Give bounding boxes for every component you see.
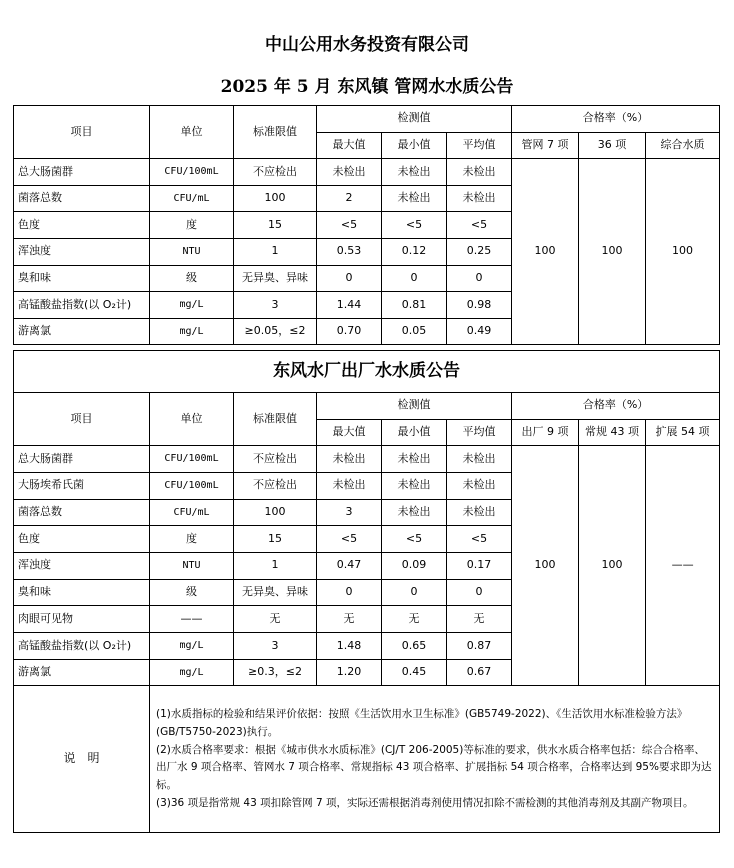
cell-item: 高锰酸盐指数(以 O₂计) bbox=[14, 633, 150, 660]
header-item: 项目 bbox=[14, 106, 150, 159]
cell-max: 无 bbox=[317, 606, 382, 633]
note-item: (2)水质合格率要求：根据《城市供水水质标准》(CJ/T 206-2005)等标准的要求，供水水质合格率包括：综合合格率、出厂水 9 项合格率、管网水 7 项合格率、常规指标 43 项合格率、扩展指标 54 项合格率，合格率达到 95%要求即为达标。 bbox=[156, 743, 712, 792]
rate-value: 100 bbox=[512, 159, 579, 345]
rate-value: 100 bbox=[646, 159, 720, 345]
note-item: (1)水质指标的检验和结果评价依据：按照《生活饮用水卫生标准》(GB5749-2022)、《生活饮用水标准检验方法》(GB/T5750-2023)执行。 bbox=[156, 707, 688, 738]
header-limit: 标准限值 bbox=[234, 393, 317, 446]
cell-unit: mg/L bbox=[150, 659, 234, 686]
cell-limit: 15 bbox=[234, 526, 317, 553]
plant-water-quality-table bbox=[13, 350, 720, 833]
cell-item: 游离氯 bbox=[14, 318, 150, 345]
cell-avg: 无 bbox=[447, 606, 512, 633]
cell-avg: 0.25 bbox=[447, 238, 512, 265]
company-name: 中山公用水务投资有限公司 bbox=[265, 35, 469, 55]
cell-limit: 无异臭、异味 bbox=[234, 265, 317, 292]
header-max: 最大值 bbox=[317, 419, 382, 446]
cell-unit: mg/L bbox=[150, 292, 234, 319]
cell-unit: 度 bbox=[150, 526, 234, 553]
cell-item: 菌落总数 bbox=[14, 185, 150, 212]
cell-max: 0.53 bbox=[317, 238, 382, 265]
cell-item: 肉眼可见物 bbox=[14, 606, 150, 633]
cell-max: 3 bbox=[317, 499, 382, 526]
cell-avg: <5 bbox=[447, 526, 512, 553]
pipe-water-quality-table bbox=[13, 105, 720, 345]
header-rate: 合格率（%） bbox=[512, 106, 720, 133]
cell-max: 0 bbox=[317, 579, 382, 606]
cell-min: <5 bbox=[382, 526, 447, 553]
header-unit: 单位 bbox=[150, 106, 234, 159]
cell-limit: 不应检出 bbox=[234, 159, 317, 186]
cell-avg: 0 bbox=[447, 579, 512, 606]
cell-unit: 级 bbox=[150, 579, 234, 606]
notes-row bbox=[14, 686, 720, 833]
cell-min: 未检出 bbox=[382, 472, 447, 499]
cell-max: 2 bbox=[317, 185, 382, 212]
cell-item: 总大肠菌群 bbox=[14, 446, 150, 473]
header-max: 最大值 bbox=[317, 132, 382, 159]
cell-limit: 3 bbox=[234, 633, 317, 660]
header-limit: 标准限值 bbox=[234, 106, 317, 159]
cell-max: 未检出 bbox=[317, 446, 382, 473]
cell-item: 色度 bbox=[14, 212, 150, 239]
header-rate-col: 综合水质 bbox=[646, 132, 720, 159]
cell-item: 臭和味 bbox=[14, 579, 150, 606]
cell-unit: —— bbox=[150, 606, 234, 633]
cell-unit: CFU/100mL bbox=[150, 472, 234, 499]
cell-min: 0 bbox=[382, 579, 447, 606]
header-rate-col: 扩展 54 项 bbox=[646, 419, 720, 446]
header-detect: 检测值 bbox=[317, 106, 512, 133]
cell-unit: 度 bbox=[150, 212, 234, 239]
cell-avg: 未检出 bbox=[447, 446, 512, 473]
header-rate-col: 36 项 bbox=[579, 132, 646, 159]
cell-max: 未检出 bbox=[317, 159, 382, 186]
cell-min: 0.45 bbox=[382, 659, 447, 686]
note-item: (3)36 项是指常规 43 项扣除管网 7 项，实际还需根据消毒剂使用情况扣除不需检测的其他消毒剂及其副产物项目。 bbox=[156, 797, 694, 810]
cell-min: 未检出 bbox=[382, 446, 447, 473]
cell-limit: ≥0.05，≤2 bbox=[234, 318, 317, 345]
cell-min: <5 bbox=[382, 212, 447, 239]
cell-min: 0 bbox=[382, 265, 447, 292]
notes-content bbox=[150, 686, 720, 833]
cell-min: 未检出 bbox=[382, 185, 447, 212]
cell-limit: 3 bbox=[234, 292, 317, 319]
header-rate-col: 出厂 9 项 bbox=[512, 419, 579, 446]
cell-min: 0.05 bbox=[382, 318, 447, 345]
cell-max: 1.20 bbox=[317, 659, 382, 686]
cell-max: 0.47 bbox=[317, 552, 382, 579]
cell-max: 未检出 bbox=[317, 472, 382, 499]
notes-label: 说 明 bbox=[14, 686, 150, 833]
plant-water-title: 东风水厂出厂水水质公告 bbox=[14, 351, 720, 393]
cell-max: <5 bbox=[317, 526, 382, 553]
cell-min: 未检出 bbox=[382, 499, 447, 526]
header-min: 最小值 bbox=[382, 419, 447, 446]
cell-limit: 不应检出 bbox=[234, 472, 317, 499]
header-avg: 平均值 bbox=[447, 132, 512, 159]
cell-unit: CFU/mL bbox=[150, 499, 234, 526]
cell-limit: 无 bbox=[234, 606, 317, 633]
cell-limit: 不应检出 bbox=[234, 446, 317, 473]
cell-item: 大肠埃希氏菌 bbox=[14, 472, 150, 499]
pipe-water-title: 2025 年 5 月 东风镇 管网水水质公告 bbox=[220, 77, 514, 97]
cell-max: 0.70 bbox=[317, 318, 382, 345]
cell-unit: CFU/100mL bbox=[150, 446, 234, 473]
cell-item: 臭和味 bbox=[14, 265, 150, 292]
cell-item: 高锰酸盐指数(以 O₂计) bbox=[14, 292, 150, 319]
cell-avg: 0 bbox=[447, 265, 512, 292]
rate-value: —— bbox=[646, 446, 720, 686]
cell-min: 0.81 bbox=[382, 292, 447, 319]
header-unit: 单位 bbox=[150, 393, 234, 446]
cell-unit: NTU bbox=[150, 238, 234, 265]
cell-item: 浑浊度 bbox=[14, 552, 150, 579]
table-row bbox=[14, 446, 720, 473]
cell-item: 菌落总数 bbox=[14, 499, 150, 526]
cell-unit: mg/L bbox=[150, 633, 234, 660]
cell-max: <5 bbox=[317, 212, 382, 239]
cell-unit: CFU/mL bbox=[150, 185, 234, 212]
cell-item: 色度 bbox=[14, 526, 150, 553]
cell-item: 浑浊度 bbox=[14, 238, 150, 265]
cell-limit: 100 bbox=[234, 499, 317, 526]
cell-avg: 未检出 bbox=[447, 185, 512, 212]
cell-limit: ≥0.3，≤2 bbox=[234, 659, 317, 686]
cell-avg: 0.67 bbox=[447, 659, 512, 686]
cell-limit: 15 bbox=[234, 212, 317, 239]
rate-value: 100 bbox=[512, 446, 579, 686]
header-detect: 检测值 bbox=[317, 393, 512, 420]
cell-avg: 0.87 bbox=[447, 633, 512, 660]
cell-min: 无 bbox=[382, 606, 447, 633]
cell-max: 0 bbox=[317, 265, 382, 292]
cell-item: 总大肠菌群 bbox=[14, 159, 150, 186]
header-rate-col: 常规 43 项 bbox=[579, 419, 646, 446]
cell-unit: 级 bbox=[150, 265, 234, 292]
header-min: 最小值 bbox=[382, 132, 447, 159]
rate-value: 100 bbox=[579, 446, 646, 686]
header-rate-col: 管网 7 项 bbox=[512, 132, 579, 159]
cell-avg: 未检出 bbox=[447, 159, 512, 186]
cell-limit: 1 bbox=[234, 552, 317, 579]
cell-limit: 100 bbox=[234, 185, 317, 212]
cell-limit: 1 bbox=[234, 238, 317, 265]
cell-avg: 0.98 bbox=[447, 292, 512, 319]
cell-avg: 未检出 bbox=[447, 499, 512, 526]
cell-min: 未检出 bbox=[382, 159, 447, 186]
cell-avg: 0.49 bbox=[447, 318, 512, 345]
rate-value: 100 bbox=[579, 159, 646, 345]
header-rate: 合格率（%） bbox=[512, 393, 720, 420]
cell-max: 1.48 bbox=[317, 633, 382, 660]
cell-avg: <5 bbox=[447, 212, 512, 239]
table-row bbox=[14, 159, 720, 186]
cell-min: 0.65 bbox=[382, 633, 447, 660]
cell-min: 0.12 bbox=[382, 238, 447, 265]
cell-min: 0.09 bbox=[382, 552, 447, 579]
cell-unit: CFU/100mL bbox=[150, 159, 234, 186]
cell-unit: NTU bbox=[150, 552, 234, 579]
header-item: 项目 bbox=[14, 393, 150, 446]
cell-unit: mg/L bbox=[150, 318, 234, 345]
cell-avg: 未检出 bbox=[447, 472, 512, 499]
cell-item: 游离氯 bbox=[14, 659, 150, 686]
header-avg: 平均值 bbox=[447, 419, 512, 446]
cell-max: 1.44 bbox=[317, 292, 382, 319]
cell-avg: 0.17 bbox=[447, 552, 512, 579]
cell-limit: 无异臭、异味 bbox=[234, 579, 317, 606]
